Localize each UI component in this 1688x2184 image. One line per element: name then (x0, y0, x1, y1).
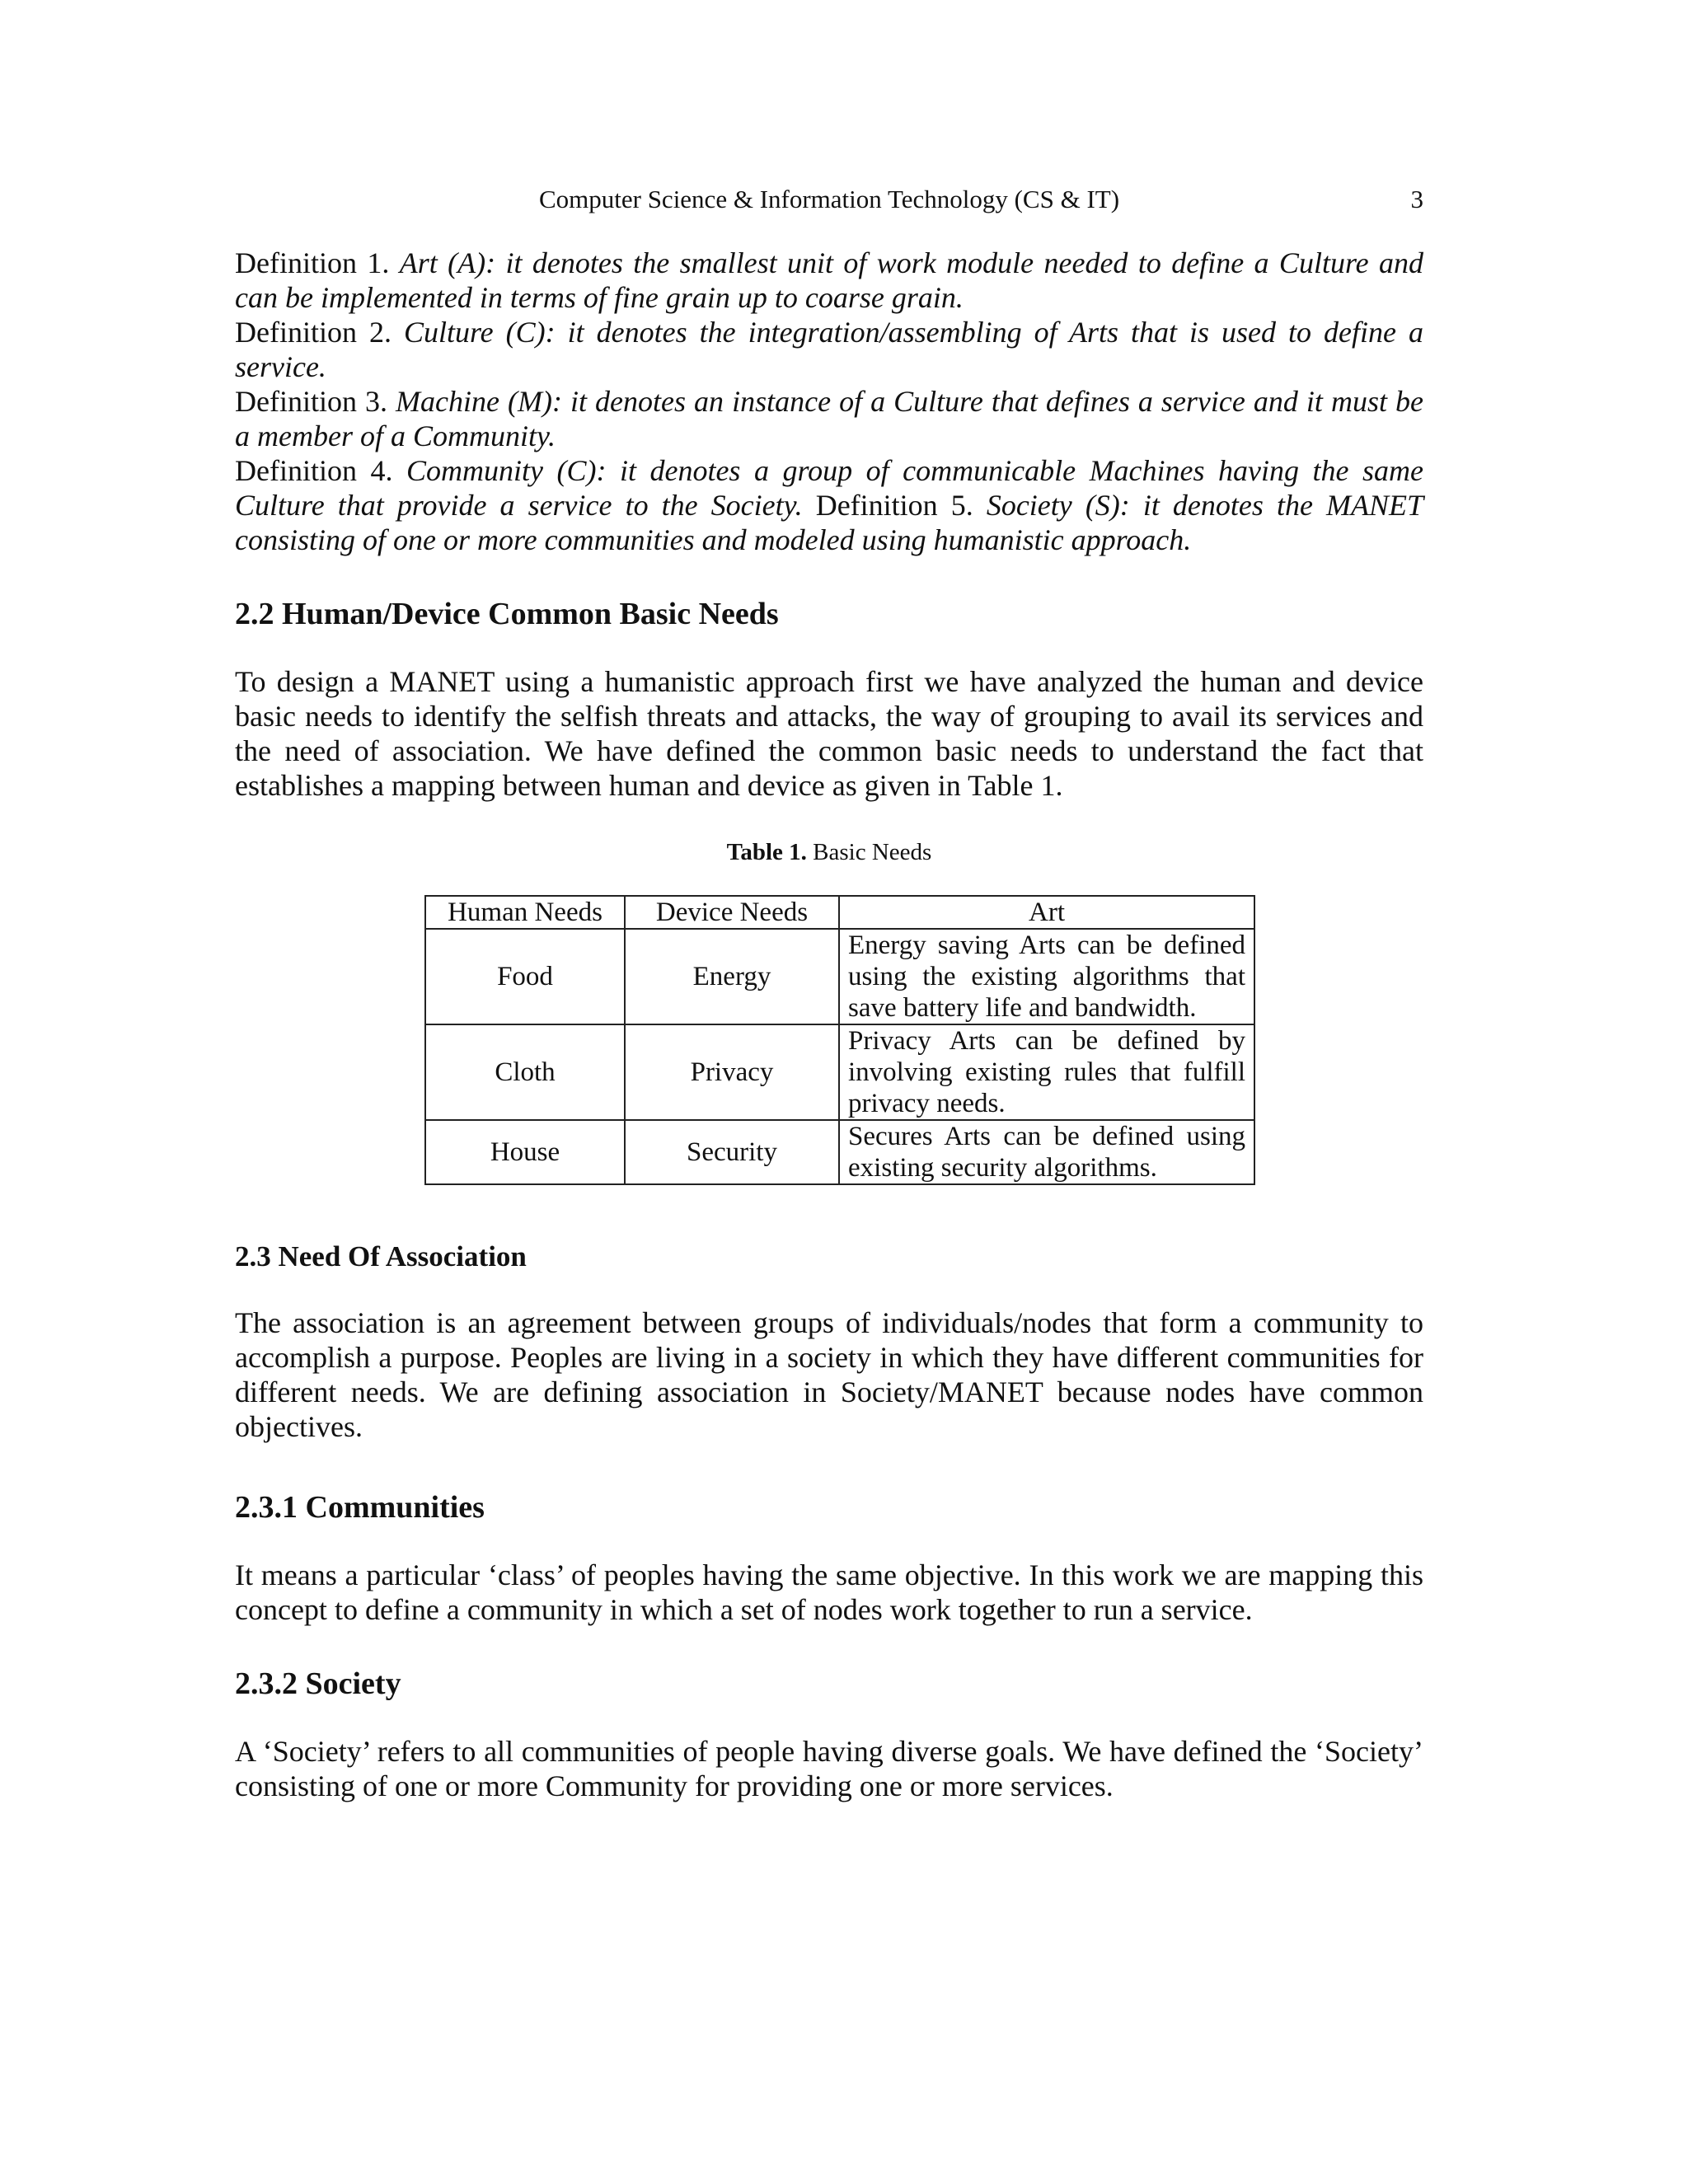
table-header-row (425, 896, 1254, 929)
definition-1 (235, 246, 1423, 315)
table-row (425, 1120, 1254, 1184)
definition-3-text: Machine (M): it denotes an instance of a Culture that defines a service and it must be a member of a Community. (235, 385, 1423, 452)
section-2-3-heading: 2.3 Need Of Association (235, 1240, 527, 1272)
human-need-cell: Food (425, 929, 625, 1024)
section-2-3-2-heading: 2.3.2 Society (235, 1666, 401, 1701)
section-2-3-1-heading: 2.3.1 Communities (235, 1490, 485, 1525)
definition-3 (235, 384, 1423, 453)
art-cell: Privacy Arts can be defined by involving existing rules that fulfill privacy needs. (839, 1024, 1254, 1120)
running-header (235, 180, 1423, 219)
header-human-needs: Human Needs (425, 896, 625, 929)
definition-4-label: Definition 4. (235, 454, 406, 487)
device-need-cell: Security (625, 1120, 839, 1184)
section-2-3-1-paragraph: It means a particular ‘class’ of peoples having the same objective. In this work we are mapping this concept to define a community in which a set of nodes work together to run a service. (235, 1558, 1423, 1626)
definition-3-label: Definition 3. (235, 385, 396, 418)
definition-2-text: Culture (C): it denotes the integration/assembling of Arts that is used to define a service. (235, 316, 1423, 383)
art-cell: Secures Arts can be defined using existing security algorithms. (839, 1120, 1254, 1184)
table-1-caption (235, 837, 1423, 867)
section-2-3-paragraph: The association is an agreement between groups of individuals/nodes that form a community to accomplish a purpose. Peoples are living in a society in which they have different communities for different needs. We are defining association in Society/MANET because nodes have common objectives. (235, 1306, 1423, 1443)
basic-needs-table (424, 895, 1255, 1185)
paper-page (235, 180, 1423, 1803)
device-need-cell: Energy (625, 929, 839, 1024)
journal-title: Computer Science & Information Technology (CS & IT) (538, 185, 1120, 213)
table-row (425, 929, 1254, 1024)
human-need-cell: Cloth (425, 1024, 625, 1120)
table-1-caption-text: Basic Needs (806, 839, 932, 865)
art-cell: Energy saving Arts can be defined using the existing algorithms that save battery life and bandwidth. (839, 929, 1254, 1024)
definition-5-label: Definition 5. (802, 489, 987, 522)
header-device-needs: Device Needs (625, 896, 839, 929)
page-number: 3 (1410, 185, 1423, 213)
section-2-2-paragraph: To design a MANET using a humanistic approach first we have analyzed the human and device basic needs to identify the selfish threats and attacks, the way of grouping to avail its services and the need of association. We have defined the common basic needs to understand the fact that establishes a mapping between human and device as given in Table 1. (235, 665, 1423, 802)
definition-2-label: Definition 2. (235, 316, 404, 349)
definition-4-text: Community (C): it denotes a group of communicable Machines having the same Culture that provide a service to the Society. (235, 454, 1423, 522)
table-row (425, 1024, 1254, 1120)
definition-5-text: Society (S): it denotes the MANET consisting of one or more communities and modeled using humanistic approach. (235, 489, 1423, 556)
definition-1-label: Definition 1. (235, 246, 400, 279)
definition-4-and-5 (235, 453, 1423, 557)
section-2-2-heading: 2.2 Human/Device Common Basic Needs (235, 597, 779, 631)
definition-1-text: Art (A): it denotes the smallest unit of work module needed to define a Culture and can be implemented in terms of fine grain up to coarse grain. (235, 246, 1423, 314)
header-art: Art (839, 896, 1254, 929)
section-2-3-2-paragraph: A ‘Society’ refers to all communities of people having diverse goals. We have defined the ‘Society’ consisting of one or more Community for providing one or more services. (235, 1735, 1423, 1802)
definitions-block (235, 246, 1423, 557)
table-1-caption-label: Table 1. (726, 839, 807, 865)
human-need-cell: House (425, 1120, 625, 1184)
device-need-cell: Privacy (625, 1024, 839, 1120)
definition-2 (235, 315, 1423, 384)
